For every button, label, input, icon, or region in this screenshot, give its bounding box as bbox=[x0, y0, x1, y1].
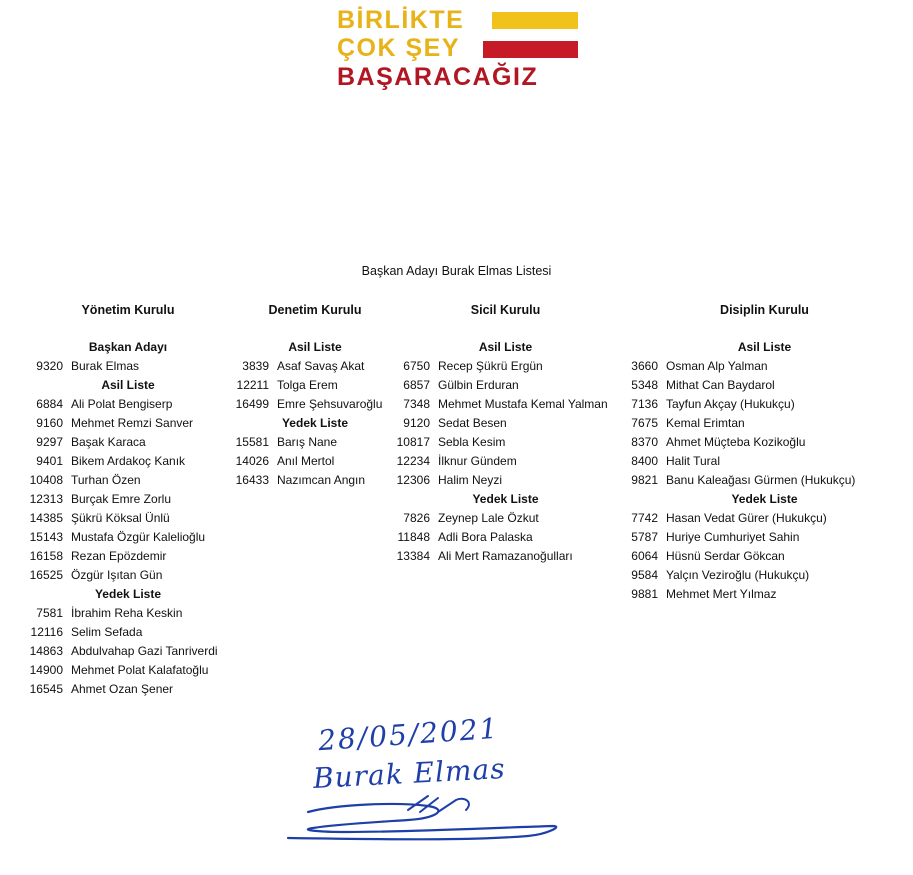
list-item bbox=[622, 376, 907, 395]
list-item bbox=[622, 528, 907, 547]
member-number: 14026 bbox=[235, 454, 269, 468]
member-name: Başak Karaca bbox=[71, 435, 146, 449]
member-number: 16499 bbox=[235, 397, 269, 411]
member-name: Ali Mert Ramazanoğulları bbox=[438, 549, 573, 563]
signature-date: 28/05/2021 bbox=[317, 711, 501, 758]
list-item bbox=[622, 509, 907, 528]
section-heading: Yedek Liste bbox=[281, 416, 349, 430]
member-name: Mehmet Remzi Sanver bbox=[71, 416, 194, 430]
section-heading: Asil Liste bbox=[288, 340, 342, 354]
member-number: 3839 bbox=[242, 359, 269, 373]
member-number: 9297 bbox=[36, 435, 63, 449]
section-heading: Asil Liste bbox=[737, 340, 792, 354]
member-number: 8400 bbox=[631, 454, 658, 468]
list-item bbox=[622, 357, 907, 376]
member-name: Mustafa Özgür Kalelioğlu bbox=[71, 530, 206, 544]
member-name: Tolga Erem bbox=[277, 378, 338, 392]
column-heading: Sicil Kurulu bbox=[470, 303, 541, 317]
member-name: Gülbin Erduran bbox=[438, 378, 519, 392]
member-number: 14863 bbox=[29, 644, 63, 658]
logo-yellow-bar bbox=[492, 12, 578, 29]
member-name: Adli Bora Palaska bbox=[438, 530, 533, 544]
member-name: Selim Sefada bbox=[71, 625, 143, 639]
member-number: 6857 bbox=[403, 378, 430, 392]
member-number: 9320 bbox=[36, 359, 63, 373]
list-item bbox=[388, 452, 623, 471]
list-item bbox=[22, 604, 234, 623]
list-item bbox=[22, 414, 234, 433]
list-item bbox=[22, 395, 234, 414]
list-item bbox=[22, 661, 234, 680]
list-item bbox=[388, 528, 623, 547]
list-item bbox=[230, 395, 400, 414]
list-item bbox=[22, 357, 234, 376]
list-item bbox=[388, 395, 623, 414]
member-number: 6064 bbox=[631, 549, 658, 563]
member-number: 9120 bbox=[403, 416, 430, 430]
member-name: Huriye Cumhuriyet Sahin bbox=[666, 530, 800, 544]
list-item bbox=[22, 547, 234, 566]
member-number: 5348 bbox=[631, 378, 658, 392]
member-name: Ahmet Müçteba Kozikoğlu bbox=[666, 435, 806, 449]
member-name: Recep Şükrü Ergün bbox=[438, 359, 543, 373]
signature-name: Burak Elmas bbox=[312, 751, 507, 796]
member-name: Özgür Işıtan Gün bbox=[71, 568, 163, 582]
member-number: 10408 bbox=[29, 473, 63, 487]
column-sicil-kurulu bbox=[388, 300, 623, 566]
list-item bbox=[388, 376, 623, 395]
list-item bbox=[622, 433, 907, 452]
member-number: 16545 bbox=[29, 682, 63, 696]
member-name: Halim Neyzi bbox=[438, 473, 503, 487]
member-number: 3660 bbox=[631, 359, 658, 373]
member-name: Tayfun Akçay (Hukukçu) bbox=[666, 397, 795, 411]
list-item bbox=[22, 509, 234, 528]
member-name: Osman Alp Yalman bbox=[666, 359, 768, 373]
member-name: Sedat Besen bbox=[438, 416, 507, 430]
member-name: Rezan Epözdemir bbox=[71, 549, 167, 563]
member-name: Abdulvahap Gazi Tanriverdi bbox=[71, 644, 218, 658]
member-name: Banu Kaleağası Gürmen (Hukukçu) bbox=[666, 473, 856, 487]
member-name: Hasan Vedat Gürer (Hukukçu) bbox=[666, 511, 827, 525]
logo-line-2: ÇOK ŞEY bbox=[337, 34, 461, 62]
member-name: Yalçın Veziroğlu (Hukukçu) bbox=[666, 568, 810, 582]
member-name: Burak Elmas bbox=[71, 359, 140, 373]
list-item bbox=[230, 376, 400, 395]
member-number: 12313 bbox=[29, 492, 63, 506]
member-name: Burçak Emre Zorlu bbox=[71, 492, 172, 506]
list-item bbox=[388, 433, 623, 452]
member-number: 16158 bbox=[29, 549, 63, 563]
list-item bbox=[22, 490, 234, 509]
member-number: 15581 bbox=[235, 435, 269, 449]
list-item bbox=[22, 433, 234, 452]
member-name: Anıl Mertol bbox=[277, 454, 335, 468]
member-name: İlknur Gündem bbox=[438, 454, 517, 468]
section-heading: Asil Liste bbox=[101, 378, 155, 392]
list-item bbox=[388, 509, 623, 528]
member-name: Mehmet Mustafa Kemal Yalman bbox=[438, 397, 608, 411]
member-name: Halit Tural bbox=[666, 454, 721, 468]
column-heading: Disiplin Kurulu bbox=[720, 303, 809, 317]
member-number: 7675 bbox=[631, 416, 658, 430]
logo bbox=[337, 6, 587, 96]
column-disiplin-kurulu bbox=[622, 300, 907, 604]
member-name: Zeynep Lale Özkut bbox=[438, 511, 539, 525]
list-item bbox=[622, 395, 907, 414]
member-number: 12234 bbox=[396, 454, 430, 468]
list-item bbox=[22, 566, 234, 585]
member-name: Şükrü Köksal Ünlü bbox=[71, 511, 170, 525]
member-name: Mehmet Mert Yılmaz bbox=[666, 587, 777, 601]
member-name: Kemal Erimtan bbox=[666, 416, 745, 430]
member-name: Ali Polat Bengiserp bbox=[71, 397, 173, 411]
member-name: Mithat Can Baydarol bbox=[666, 378, 775, 392]
member-name: Mehmet Polat Kalafatoğlu bbox=[71, 663, 209, 677]
member-number: 9881 bbox=[631, 587, 658, 601]
member-number: 5787 bbox=[631, 530, 658, 544]
member-number: 6884 bbox=[36, 397, 63, 411]
document-title: Başkan Adayı Burak Elmas Listesi bbox=[361, 264, 552, 278]
list-item bbox=[230, 471, 400, 490]
member-number: 10817 bbox=[396, 435, 430, 449]
member-number: 16433 bbox=[235, 473, 269, 487]
member-number: 12306 bbox=[396, 473, 430, 487]
list-item bbox=[622, 452, 907, 471]
list-item bbox=[388, 357, 623, 376]
list-item bbox=[230, 452, 400, 471]
column-heading: Denetim Kurulu bbox=[268, 303, 362, 317]
logo-line-1: BİRLİKTE bbox=[337, 6, 465, 34]
member-number: 16525 bbox=[29, 568, 63, 582]
logo-red-bar bbox=[483, 41, 578, 58]
member-number: 7136 bbox=[631, 397, 658, 411]
section-heading: Yedek Liste bbox=[472, 492, 539, 506]
member-name: Ahmet Ozan Şener bbox=[71, 682, 174, 696]
section-heading: Yedek Liste bbox=[94, 587, 162, 601]
logo-line-3: BAŞARACAĞIZ bbox=[337, 63, 539, 91]
member-number: 7581 bbox=[36, 606, 63, 620]
list-item bbox=[22, 642, 234, 661]
member-number: 9401 bbox=[36, 454, 63, 468]
signature-scribble bbox=[278, 782, 568, 842]
member-name: Turhan Özen bbox=[71, 473, 141, 487]
list-item bbox=[22, 623, 234, 642]
member-number: 9160 bbox=[36, 416, 63, 430]
member-number: 15143 bbox=[29, 530, 63, 544]
member-number: 12116 bbox=[30, 625, 63, 639]
member-name: Sebla Kesim bbox=[438, 435, 506, 449]
list-item bbox=[388, 547, 623, 566]
member-name: Hüsnü Serdar Gökcan bbox=[666, 549, 785, 563]
member-number: 9584 bbox=[631, 568, 658, 582]
list-item bbox=[622, 471, 907, 490]
member-number: 11848 bbox=[397, 530, 430, 544]
member-name: İbrahim Reha Keskin bbox=[71, 606, 183, 620]
member-number: 7348 bbox=[403, 397, 430, 411]
column-denetim-kurulu bbox=[230, 300, 400, 490]
member-number: 12211 bbox=[236, 378, 269, 392]
column-yonetim-kurulu bbox=[22, 300, 234, 699]
member-name: Nazımcan Angın bbox=[277, 473, 366, 487]
list-item bbox=[622, 547, 907, 566]
list-item bbox=[388, 414, 623, 433]
member-number: 13384 bbox=[396, 549, 430, 563]
member-number: 8370 bbox=[631, 435, 658, 449]
list-item bbox=[622, 566, 907, 585]
list-item bbox=[622, 414, 907, 433]
list-item bbox=[230, 433, 400, 452]
member-number: 9821 bbox=[631, 473, 658, 487]
member-number: 7742 bbox=[631, 511, 658, 525]
member-number: 7826 bbox=[403, 511, 430, 525]
member-name: Emre Şehsuvaroğlu bbox=[277, 397, 383, 411]
member-name: Asaf Savaş Akat bbox=[277, 359, 365, 373]
section-heading: Asil Liste bbox=[478, 340, 533, 354]
list-item bbox=[230, 357, 400, 376]
list-item bbox=[622, 585, 907, 604]
column-heading: Yönetim Kurulu bbox=[81, 303, 175, 317]
section-heading: Başkan Adayı bbox=[88, 340, 168, 354]
member-number: 6750 bbox=[403, 359, 430, 373]
member-number: 14385 bbox=[29, 511, 63, 525]
member-name: Bikem Ardakoç Kanık bbox=[71, 454, 186, 468]
member-number: 14900 bbox=[29, 663, 63, 677]
list-item bbox=[22, 452, 234, 471]
list-item bbox=[22, 471, 234, 490]
list-item bbox=[22, 680, 234, 699]
list-item bbox=[22, 528, 234, 547]
section-heading: Yedek Liste bbox=[731, 492, 798, 506]
list-item bbox=[388, 471, 623, 490]
member-name: Barış Nane bbox=[277, 435, 338, 449]
